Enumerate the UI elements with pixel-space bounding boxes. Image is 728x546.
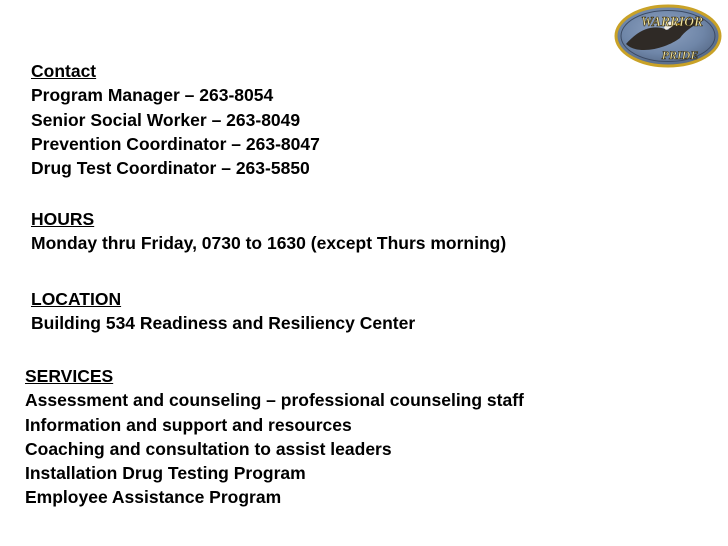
services-section xyxy=(25,364,524,510)
services-heading: SERVICES xyxy=(25,366,114,386)
logo-top-text: WARRIOR xyxy=(640,14,704,29)
service-item: Installation Drug Testing Program xyxy=(25,463,306,484)
service-item: Coaching and consultation to assist leaders xyxy=(25,438,392,459)
location-section xyxy=(31,287,415,336)
contact-line: Drug Test Coordinator – 263-5850 xyxy=(31,158,310,179)
contact-line: Prevention Coordinator – 263-8047 xyxy=(31,133,320,154)
location-line: Building 534 Readiness and Resiliency Center xyxy=(31,313,416,334)
logo-bottom-text: PRIDE xyxy=(661,48,699,62)
service-item: Employee Assistance Program xyxy=(25,487,282,508)
service-item: Assessment and counseling – professional counseling staff xyxy=(25,390,524,411)
warrior-pride-logo xyxy=(614,4,722,68)
service-item: Information and support and resources xyxy=(25,414,352,435)
contact-line: Program Manager – 263-8054 xyxy=(31,85,274,106)
location-heading: LOCATION xyxy=(31,289,122,309)
hours-line: Monday thru Friday, 0730 to 1630 (except Thurs morning) xyxy=(31,233,507,254)
contact-heading: Contact xyxy=(31,61,97,81)
hours-section xyxy=(31,207,506,256)
contact-section xyxy=(31,59,320,180)
contact-line: Senior Social Worker – 263-8049 xyxy=(31,109,301,130)
hours-heading: HOURS xyxy=(31,209,95,229)
